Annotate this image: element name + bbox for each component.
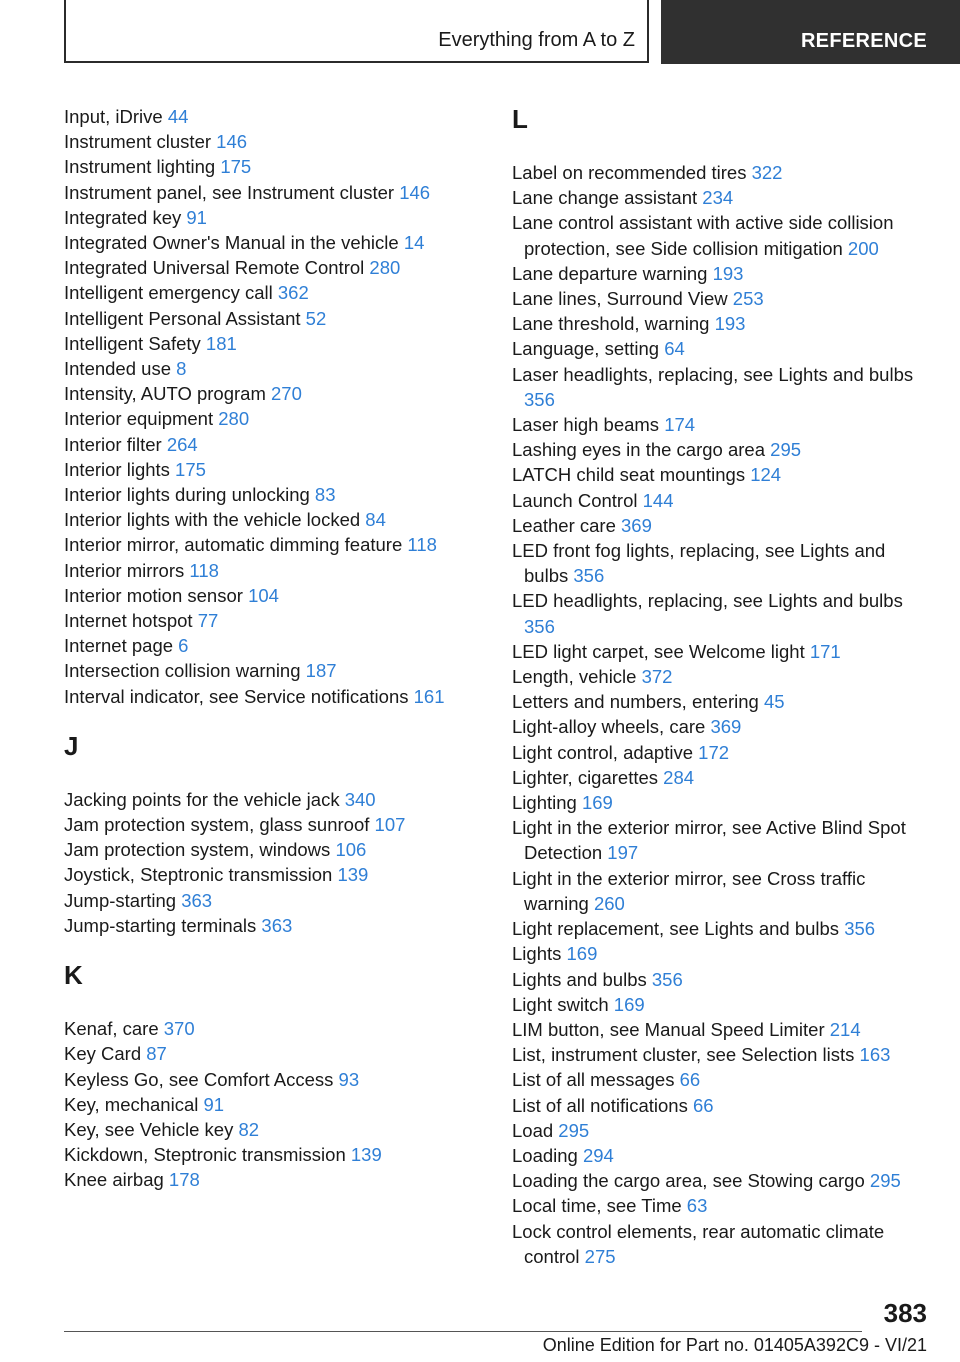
index-page-link[interactable]: 104 [248,584,279,606]
index-entry [512,866,932,916]
index-page-link[interactable]: 362 [277,282,309,304]
index-entry-text: Input, iDrive [64,106,168,127]
index-entry-text: Lane change assistant [512,187,703,209]
index-entry [512,1219,932,1269]
index-entry-text: Light replacement, see Lights and bulbs [512,918,845,940]
index-entry [64,331,504,356]
index-entry [512,185,932,210]
index-entry-text: LED front fog lights, replacing, see Lights and bulbs [512,540,886,587]
index-page-link[interactable]: 234 [702,187,734,209]
index-page-link[interactable]: 52 [305,307,327,329]
index-page-link[interactable]: 87 [146,1043,167,1065]
index-entry-text: Instrument panel, see Instrument cluster [64,181,400,203]
index-page-link[interactable]: 356 [524,615,555,637]
index-page-link[interactable]: 6 [178,635,189,657]
index-entry-text: Leather care [512,514,622,536]
index-entry-text: Jam protection system, windows [64,839,336,861]
index-page-link[interactable]: 91 [203,1093,225,1115]
index-page-link[interactable]: 356 [573,565,605,587]
index-entry [512,1118,932,1143]
index-entry [64,1016,504,1041]
index-entry [64,1117,504,1142]
index-entry [512,1067,932,1092]
index-page-link[interactable]: 8 [176,358,187,380]
index-page-link[interactable]: 146 [216,131,248,153]
header-title: Everything from A to Z [438,29,635,51]
index-page-link[interactable]: 275 [584,1245,616,1267]
index-entry [512,1017,932,1042]
index-entry-text: Intersection collision warning [64,660,306,682]
index-page-link[interactable]: 356 [844,918,876,940]
index-entry-text: Lighter, cigarettes [512,766,664,788]
index-entry-text: Lane control assistant with active side collision protection, see Side collision mitigation [512,212,894,259]
index-entry-text: Launch Control [512,489,643,511]
index-entry-text: Interior filter [64,433,167,455]
index-page-link[interactable]: 146 [399,181,431,203]
index-entry [64,558,504,583]
index-entry [64,787,504,812]
index-section-letter: J [64,730,79,761]
index-entry [64,306,504,331]
index-entry [64,406,504,431]
index-entry [64,482,504,507]
index-entry [64,633,504,658]
index-entry [64,129,504,154]
index-page-link[interactable]: 372 [641,666,673,688]
index-page-link[interactable]: 144 [642,489,674,511]
index-page-link[interactable]: 91 [186,206,207,228]
index-entry [64,180,504,205]
index-page-link[interactable]: 64 [664,338,685,360]
index-entry-text: Intelligent emergency call [64,282,278,304]
index-entry [512,261,932,286]
index-entry [512,916,932,941]
index-page-link[interactable]: 174 [664,414,696,436]
index-entry-text: Load [512,1119,559,1141]
index-entry [512,639,932,664]
index-page-link[interactable]: 264 [166,433,198,455]
index-entry-text: Instrument cluster [64,131,217,153]
index-page-link[interactable]: 200 [847,237,879,259]
index-entry-text: Jump-starting [64,889,182,911]
index-entry-text: List of all notifications [512,1094,693,1116]
index-page-link[interactable]: 139 [350,1144,382,1166]
index-page-link[interactable]: 369 [710,716,742,738]
index-column-right [512,104,932,1269]
index-section-letter: K [64,960,83,991]
index-entry-text: Lighting [512,792,582,814]
index-entry-text: Laser headlights, replacing, see Lights and bulbs [512,363,914,385]
index-entry-text: Integrated Universal Remote Control [64,257,370,279]
index-page-link[interactable]: 356 [524,388,555,410]
index-entry-text: Lane lines, Surround View [512,288,733,310]
index-entry-text: Light in the exterior mirror, see Active Blind Spot Detection [512,817,906,864]
index-entry-text: Lock control elements, rear automatic climate control [512,1220,885,1267]
index-entry-text: Lights [512,943,567,965]
index-entry [512,941,932,966]
index-entry-text: Key, see Vehicle key [64,1118,239,1140]
index-page-link[interactable]: 193 [714,313,746,335]
index-entry [64,1142,504,1167]
index-page-link[interactable]: 370 [163,1018,195,1040]
index-entry-text: Label on recommended tires [512,162,752,183]
index-entry-text: Jam protection system, glass sunroof [64,814,375,836]
index-section-letter: L [512,104,528,134]
index-entry [512,437,932,462]
index-entry-text: Lashing eyes in the cargo area [512,439,771,461]
index-page-link[interactable]: 295 [770,439,802,461]
index-entry-text: Light control, adaptive [512,741,699,763]
index-page-link[interactable]: 340 [344,788,376,810]
index-page-link[interactable]: 294 [582,1144,614,1166]
index-entry [64,812,504,837]
index-page-link[interactable]: 171 [809,640,841,662]
index-page-link[interactable]: 106 [335,839,367,861]
index-entry [512,1093,932,1118]
index-page-link[interactable]: 322 [751,162,783,183]
index-entry [512,1168,932,1193]
index-entry [64,457,504,482]
index-entry-text: Local time, see Time [512,1195,687,1217]
index-entry-text: Integrated Owner's Manual in the vehicle [64,232,404,254]
index-page-link[interactable]: 193 [712,262,744,284]
index-entry [512,740,932,765]
index-entry-text: Laser high beams [512,414,665,436]
index-page-link[interactable]: 169 [566,943,598,965]
index-page-link[interactable]: 178 [168,1169,200,1191]
index-entry [64,1167,504,1192]
index-entry [64,230,504,255]
index-entry-text: Light-alloy wheels, care [512,716,711,738]
index-entry [512,815,932,865]
index-entry-text: Jacking points for the vehicle jack [64,788,345,810]
index-entry-text: Internet hotspot [64,610,198,632]
index-entry [64,862,504,887]
index-entry [64,432,504,457]
footer-divider [64,1331,862,1332]
index-page-link[interactable]: 107 [374,814,406,836]
index-entry [512,311,932,336]
index-entry-text: Letters and numbers, entering [512,691,764,713]
index-entry [512,513,932,538]
header-title-box [64,0,649,63]
index-page-link[interactable]: 84 [365,509,386,531]
footer-edition-text: Online Edition for Part no. 01405A392C9 - VI/21 [542,1335,927,1355]
index-page-link[interactable]: 83 [314,484,336,506]
index-entry [512,412,932,437]
index-page-link[interactable]: 363 [261,914,293,936]
index-entry [64,608,504,633]
index-entry-text: Joystick, Steptronic transmission [64,864,338,886]
index-entry-text: Light in the exterior mirror, see Cross traffic warning [512,867,866,914]
index-entry-text: Intensity, AUTO program [64,383,272,405]
index-page-link[interactable]: 253 [732,288,764,310]
index-page-link[interactable]: 175 [175,458,206,480]
index-entry [64,507,504,532]
index-entry [512,286,932,311]
index-page-link[interactable]: 280 [218,408,250,430]
index-entry [64,280,504,305]
header-section-label: REFERENCE [800,30,927,52]
index-entry-text: Lane threshold, warning [512,313,715,335]
index-entry [512,1193,932,1218]
index-entry-text: LED light carpet, see Welcome light [512,640,810,662]
index-page-link[interactable]: 270 [271,383,302,405]
index-entry-text: Knee airbag [64,1169,169,1191]
index-entry [64,356,504,381]
index-page-link[interactable]: 63 [686,1195,708,1217]
index-page-link[interactable]: 295 [558,1119,590,1141]
index-entry [512,462,932,487]
index-entry [64,154,504,179]
page-number: 383 [883,1298,927,1328]
index-entry-text: Interior lights with the vehicle locked [64,509,366,531]
index-entry-text: Intelligent Safety [64,332,206,354]
index-entry [64,684,504,709]
index-page-link[interactable]: 175 [220,156,252,178]
index-entry [512,992,932,1017]
index-page-link[interactable]: 363 [181,889,213,911]
header-section-tab [661,0,960,64]
index-entry [512,210,932,260]
index-entry [512,588,932,638]
index-page-link[interactable]: 169 [581,792,613,814]
index-page-link[interactable]: 284 [663,766,695,788]
index-page-link[interactable]: 369 [621,514,652,536]
index-entry [512,790,932,815]
index-page-link[interactable]: 295 [869,1170,901,1192]
index-entry [64,658,504,683]
index-entry-text: Lights and bulbs [512,968,652,990]
index-entry-text: Internet page [64,635,179,657]
index-page-link[interactable]: 161 [413,685,445,707]
index-entry-text: Interior lights during unlocking [64,484,315,506]
index-entry-text: Integrated key [64,206,187,228]
index-entry-text: List of all messages [512,1069,680,1091]
index-page-link[interactable]: 77 [197,610,219,632]
index-entry-text: LATCH child seat mountings [512,464,751,486]
index-entry [512,538,932,588]
index-entry [512,336,932,361]
index-entry-text: Length, vehicle [512,666,642,688]
index-entry [64,583,504,608]
index-entry-text: Intended use [64,358,177,380]
index-page-link[interactable]: 82 [238,1118,260,1140]
index-entry-text: Lane departure warning [512,262,713,284]
index-page-link[interactable]: 169 [613,993,645,1015]
index-entry-text: Interval indicator, see Service notifications [64,685,414,707]
index-page-link[interactable]: 66 [692,1094,714,1116]
index-entry-text: Interior equipment [64,408,219,430]
index-entry [64,532,504,557]
index-page-link[interactable]: 66 [679,1069,701,1091]
index-entry [64,888,504,913]
index-entry [64,1041,504,1066]
index-page-link[interactable]: 44 [167,106,189,127]
index-entry [512,664,932,689]
index-entry-text: LIM button, see Manual Speed Limiter [512,1018,830,1040]
index-column-left [64,104,504,1193]
index-entry [64,837,504,862]
index-entry-text: Kickdown, Steptronic transmission [64,1144,351,1166]
index-page-link[interactable]: 187 [305,660,337,682]
index-entry-text: Key Card [64,1043,147,1065]
index-entry-text: Keyless Go, see Comfort Access [64,1068,339,1090]
index-entry [512,1143,932,1168]
index-page-link[interactable]: 124 [750,464,782,486]
index-page-link[interactable]: 214 [829,1018,861,1040]
index-entry-text: Interior mirror, automatic dimming feature [64,534,408,556]
index-entry [512,714,932,739]
index-entry [64,255,504,280]
index-entry [512,1042,932,1067]
index-entry [512,362,932,412]
index-entry-text: Jump-starting terminals [64,914,262,936]
index-entry [64,205,504,230]
index-entry-text: Light switch [512,993,614,1015]
index-entry [512,967,932,992]
index-page-link[interactable]: 45 [763,691,785,713]
index-entry [64,1067,504,1092]
index-page-link[interactable]: 260 [593,892,625,914]
index-entry-text: Language, setting [512,338,665,360]
index-page-link[interactable]: 14 [403,232,425,254]
index-page-link[interactable]: 181 [205,332,237,354]
index-page-link[interactable]: 93 [338,1068,360,1090]
index-entry [64,913,504,938]
index-entry-text: LED headlights, replacing, see Lights and bulbs [512,590,903,612]
index-entry-text: Key, mechanical [64,1093,204,1115]
index-entry-text: List, instrument cluster, see Selection lists [512,1044,860,1066]
index-entry-text: Loading [512,1144,583,1166]
index-entry-text: Kenaf, care [64,1018,164,1040]
index-entry [512,160,932,185]
index-entry [64,1092,504,1117]
index-page-link[interactable]: 280 [369,257,401,279]
index-entry [512,488,932,513]
index-entry [512,765,932,790]
index-page-link[interactable]: 172 [698,741,730,763]
index-entry-text: Loading the cargo area, see Stowing cargo [512,1170,870,1192]
index-page-link[interactable]: 163 [859,1044,891,1066]
index-entry-text: Instrument lighting [64,156,221,178]
index-entry [512,689,932,714]
index-entry-text: Interior mirrors [64,559,190,581]
index-entry [64,381,504,406]
index-page-link[interactable]: 118 [407,534,437,556]
index-entry-text: Interior motion sensor [64,584,249,606]
index-entry [64,104,504,129]
index-entry-text: Intelligent Personal Assistant [64,307,306,329]
index-page-link[interactable]: 118 [189,559,219,581]
index-page-link[interactable]: 197 [607,842,639,864]
index-entry-text: Interior lights [64,458,176,480]
index-page-link[interactable]: 139 [337,864,369,886]
index-page-link[interactable]: 356 [651,968,683,990]
